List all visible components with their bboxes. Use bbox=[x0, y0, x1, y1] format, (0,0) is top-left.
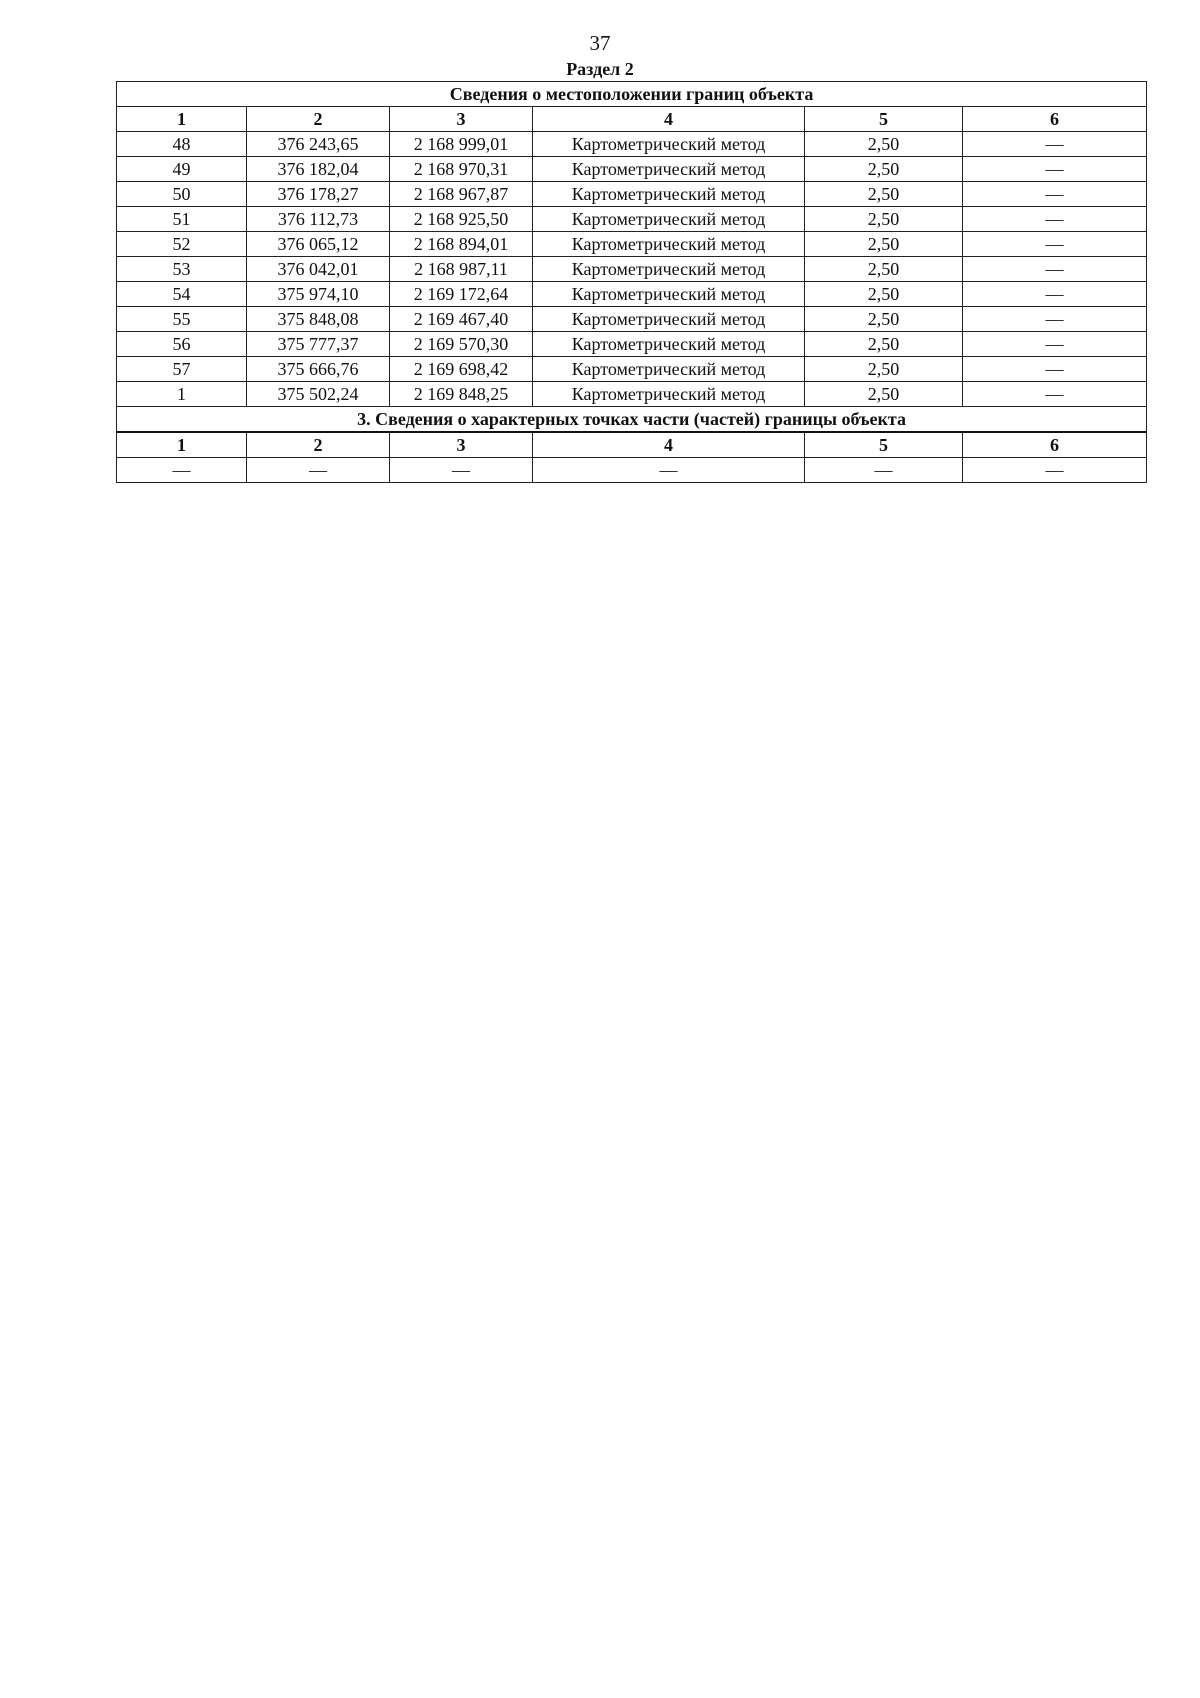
column-header: 6 bbox=[963, 432, 1147, 458]
table-cell: — bbox=[963, 132, 1147, 157]
table-cell: Картометрический метод bbox=[533, 357, 805, 382]
table-cell: 375 777,37 bbox=[247, 332, 390, 357]
table-cell: 2,50 bbox=[805, 132, 963, 157]
column-header: 6 bbox=[963, 107, 1147, 132]
table-cell: 2,50 bbox=[805, 307, 963, 332]
table-cell: 54 bbox=[117, 282, 247, 307]
table-cell: — bbox=[963, 458, 1147, 483]
table-cell: 1 bbox=[117, 382, 247, 407]
table-row bbox=[117, 357, 1147, 382]
table-cell: — bbox=[963, 157, 1147, 182]
table-cell: Картометрический метод bbox=[533, 182, 805, 207]
table-cell: 50 bbox=[117, 182, 247, 207]
table-cell: — bbox=[963, 307, 1147, 332]
table-cell: 2 168 987,11 bbox=[390, 257, 533, 282]
table-row bbox=[117, 307, 1147, 332]
table-cell: — bbox=[117, 458, 247, 483]
table-row bbox=[117, 157, 1147, 182]
table-row bbox=[117, 207, 1147, 232]
table-cell: Картометрический метод bbox=[533, 382, 805, 407]
table-cell: 2,50 bbox=[805, 157, 963, 182]
table-row bbox=[117, 458, 1147, 483]
table-caption-boundaries-row bbox=[117, 82, 1147, 107]
table-cell: 2,50 bbox=[805, 182, 963, 207]
column-header: 3 bbox=[390, 107, 533, 132]
table-caption-characteristic-points: 3. Сведения о характерных точках части (частей) границы объекта bbox=[117, 407, 1147, 433]
table-cell: 2 169 848,25 bbox=[390, 382, 533, 407]
table-cell: — bbox=[247, 458, 390, 483]
table-cell: 375 502,24 bbox=[247, 382, 390, 407]
table-cell: 55 bbox=[117, 307, 247, 332]
table-cell: 56 bbox=[117, 332, 247, 357]
table-cell: 2 169 467,40 bbox=[390, 307, 533, 332]
column-header: 1 bbox=[117, 432, 247, 458]
table-cell: Картометрический метод bbox=[533, 282, 805, 307]
table-cell: 2,50 bbox=[805, 382, 963, 407]
table-cell: 51 bbox=[117, 207, 247, 232]
table-cell: 49 bbox=[117, 157, 247, 182]
table-cell: — bbox=[963, 332, 1147, 357]
table-cell: — bbox=[963, 282, 1147, 307]
table-cell: 2 169 570,30 bbox=[390, 332, 533, 357]
table-cell: — bbox=[963, 382, 1147, 407]
table-cell: 2 168 999,01 bbox=[390, 132, 533, 157]
table-cell: — bbox=[390, 458, 533, 483]
table-cell: — bbox=[963, 257, 1147, 282]
table-cell: 2 169 172,64 bbox=[390, 282, 533, 307]
table-cell: — bbox=[963, 357, 1147, 382]
table-cell: 376 243,65 bbox=[247, 132, 390, 157]
table-cell: 53 bbox=[117, 257, 247, 282]
section-title: Раздел 2 bbox=[566, 59, 634, 79]
table-cell: — bbox=[963, 182, 1147, 207]
table-cell: Картометрический метод bbox=[533, 157, 805, 182]
table-cell: Картометрический метод bbox=[533, 257, 805, 282]
table-row bbox=[117, 132, 1147, 157]
column-header: 4 bbox=[533, 107, 805, 132]
table-row bbox=[117, 332, 1147, 357]
column-header: 2 bbox=[247, 107, 390, 132]
page-number: 37 bbox=[589, 31, 611, 55]
table-cell: Картометрический метод bbox=[533, 232, 805, 257]
table-cell: 2 168 925,50 bbox=[390, 207, 533, 232]
table-cell: 2 169 698,42 bbox=[390, 357, 533, 382]
table-cell: 375 666,76 bbox=[247, 357, 390, 382]
table-cell: 48 bbox=[117, 132, 247, 157]
column-header: 2 bbox=[247, 432, 390, 458]
table-cell: — bbox=[533, 458, 805, 483]
table-cell: 376 178,27 bbox=[247, 182, 390, 207]
table-cell: — bbox=[963, 232, 1147, 257]
column-header: 5 bbox=[805, 432, 963, 458]
table-cell: 376 065,12 bbox=[247, 232, 390, 257]
table-row bbox=[117, 282, 1147, 307]
table-cell: 376 182,04 bbox=[247, 157, 390, 182]
table-row bbox=[117, 182, 1147, 207]
column-header: 1 bbox=[117, 107, 247, 132]
table-cell: 2 168 967,87 bbox=[390, 182, 533, 207]
table-cell: 2,50 bbox=[805, 357, 963, 382]
table-cell: 57 bbox=[117, 357, 247, 382]
table-cell: 2 168 894,01 bbox=[390, 232, 533, 257]
coordinates-table bbox=[116, 81, 1147, 483]
table-cell: 2,50 bbox=[805, 232, 963, 257]
table-cell: 2 168 970,31 bbox=[390, 157, 533, 182]
table-cell: Картометрический метод bbox=[533, 132, 805, 157]
table-cell: — bbox=[963, 207, 1147, 232]
table-cell: 2,50 bbox=[805, 257, 963, 282]
column-header: 5 bbox=[805, 107, 963, 132]
table-cell: 52 bbox=[117, 232, 247, 257]
table-caption-boundaries: Сведения о местоположении границ объекта bbox=[117, 82, 1147, 107]
table-cell: Картометрический метод bbox=[533, 332, 805, 357]
table-caption-characteristic-points-row bbox=[117, 407, 1147, 433]
table-cell: 375 974,10 bbox=[247, 282, 390, 307]
table-header-row bbox=[117, 107, 1147, 132]
table-cell: 2,50 bbox=[805, 282, 963, 307]
table-cell: 375 848,08 bbox=[247, 307, 390, 332]
table-cell: 376 112,73 bbox=[247, 207, 390, 232]
table-row bbox=[117, 232, 1147, 257]
table-row bbox=[117, 257, 1147, 282]
table-cell: Картометрический метод bbox=[533, 207, 805, 232]
column-header: 4 bbox=[533, 432, 805, 458]
coordinates-table-body bbox=[117, 82, 1147, 483]
table-row bbox=[117, 382, 1147, 407]
table-cell: — bbox=[805, 458, 963, 483]
table-cell: 376 042,01 bbox=[247, 257, 390, 282]
table-header-row bbox=[117, 432, 1147, 458]
column-header: 3 bbox=[390, 432, 533, 458]
table-cell: 2,50 bbox=[805, 207, 963, 232]
table-cell: 2,50 bbox=[805, 332, 963, 357]
table-cell: Картометрический метод bbox=[533, 307, 805, 332]
